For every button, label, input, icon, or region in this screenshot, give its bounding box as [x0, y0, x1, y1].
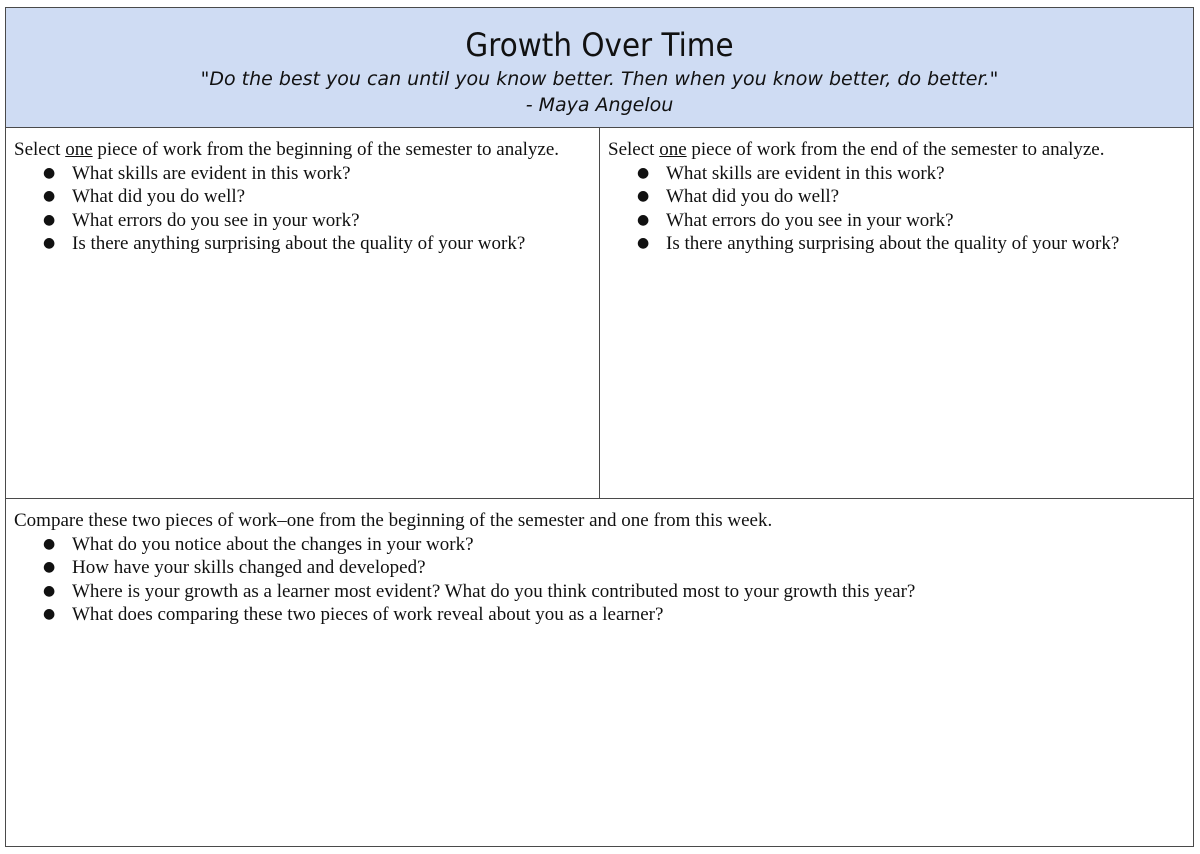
header-banner: [6, 8, 1193, 128]
list-item: ● Is there anything surprising about the quality of your work?: [666, 232, 1183, 256]
list-item: ● What errors do you see in your work?: [72, 209, 589, 233]
end-work-questions: [608, 162, 1183, 256]
beginning-work-prompt: Select one piece of work from the beginning of the semester to analyze.: [14, 139, 560, 160]
list-item: ● Where is your growth as a learner most evident? What do you think contributed most to your growth this year?: [72, 580, 1183, 604]
comparison-questions: [14, 533, 1183, 627]
page-title: Growth Over Time: [465, 26, 734, 64]
quote-author: - Maya Angelou: [525, 94, 674, 116]
end-work-cell[interactable]: [600, 128, 1193, 499]
list-item: ● What did you do well?: [72, 185, 589, 209]
beginning-work-cell[interactable]: [6, 128, 600, 499]
list-item: ● What skills are evident in this work?: [666, 162, 1183, 186]
end-work-prompt: Select one piece of work from the end of the semester to analyze.: [608, 139, 1105, 160]
list-item: ● What do you notice about the changes in your work?: [72, 533, 1183, 557]
list-item: ● What errors do you see in your work?: [666, 209, 1183, 233]
comparison-cell[interactable]: [6, 499, 1193, 846]
list-item: ● Is there anything surprising about the quality of your work?: [72, 232, 589, 256]
worksheet-table: [5, 7, 1194, 847]
list-item: ● What skills are evident in this work?: [72, 162, 589, 186]
list-item: ● What does comparing these two pieces of work reveal about you as a learner?: [72, 603, 1183, 627]
list-item: ● How have your skills changed and developed?: [72, 556, 1183, 580]
beginning-work-questions: [14, 162, 589, 256]
comparison-prompt: Compare these two pieces of work–one from the beginning of the semester and one from this week.: [14, 510, 773, 531]
quote-text: "Do the best you can until you know better. Then when you know better, do better.": [200, 68, 999, 90]
list-item: ● What did you do well?: [666, 185, 1183, 209]
